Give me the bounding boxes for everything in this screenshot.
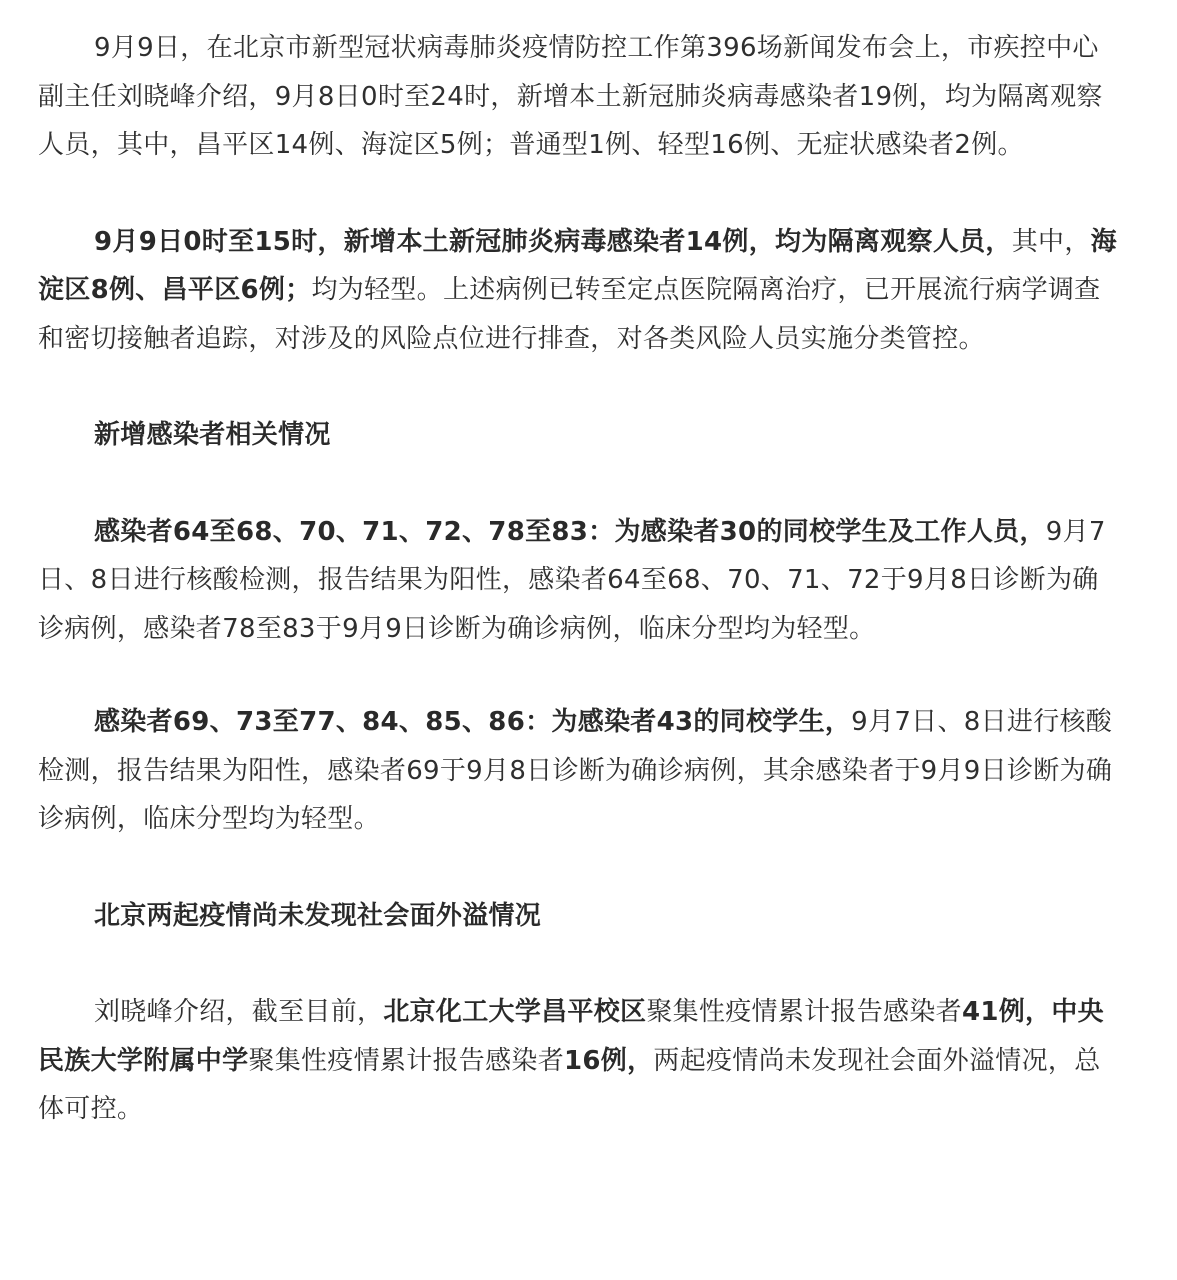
paragraph-text: 其中， [1011, 226, 1091, 257]
emphasis-text: 16例， [564, 1045, 654, 1076]
paragraph-press-conference [38, 24, 1118, 170]
paragraph-new-cases-today [38, 218, 1118, 364]
emphasis-text: 北京化工大学昌平校区 [383, 997, 647, 1027]
paragraph-text: 9月7日、8日进行核酸检测，报告结果为阳性，感染者64至68、70、71、72于9月8日诊断为确诊病例，感染者78至83于9月9日诊断为确诊病例，临床分型均为轻型。 [38, 516, 1106, 644]
paragraph-spacer [38, 844, 1118, 892]
paragraph-case-group-43 [38, 698, 1118, 844]
emphasis-text: 感染者64至68、70、71、72、78至83：为感染者30的同校学生及工作人员， [94, 516, 1046, 547]
paragraph-cluster-totals [38, 988, 1118, 1134]
paragraph-spacer [38, 940, 1118, 988]
section-heading-no-spillover: 北京两起疫情尚未发现社会面外溢情况 [94, 900, 542, 931]
article-body [38, 24, 1118, 1134]
paragraph-spacer [38, 460, 1118, 508]
paragraph-spacer [38, 653, 1118, 698]
paragraph-case-group-30 [38, 508, 1118, 654]
paragraph-text: 聚集性疫情累计报告感染者 [646, 997, 962, 1027]
emphasis-text: 海淀区8例、昌平区6例； [38, 226, 1117, 305]
emphasis-text: 41例，中央民族大学附属中学 [38, 997, 1104, 1076]
paragraph-spacer [38, 170, 1118, 218]
paragraph-text: 9月9日，在北京市新型冠状病毒肺炎疫情防控工作第396场新闻发布会上，市疾控中心副主任刘晓峰介绍，9月8日0时至24时，新增本土新冠肺炎病毒感染者19例，均为隔离观察人员，其中，昌平区14例、海淀区5例；普通型1例、轻型16例、无症状感染者2例。 [38, 33, 1103, 160]
section-heading-new-infections: 新增感染者相关情况 [94, 420, 331, 450]
paragraph-text: 刘晓峰介绍，截至目前， [94, 997, 384, 1027]
emphasis-text: 9月9日0时至15时，新增本土新冠肺炎病毒感染者14例，均为隔离观察人员， [94, 226, 1012, 257]
paragraph-text: 9月7日、8日进行核酸检测，报告结果为阳性，感染者69于9月8日诊断为确诊病例，其余感染者于9月9日诊断为确诊病例，临床分型均为轻型。 [38, 707, 1113, 834]
emphasis-text: 感染者69、73至77、84、85、86：为感染者43的同校学生， [94, 707, 852, 737]
paragraph-spacer [38, 363, 1118, 411]
paragraph-text: 均为轻型。上述病例已转至定点医院隔离治疗，已开展流行病学调查和密切接触者追踪，对涉及的风险点位进行排查，对各类风险人员实施分类管控。 [38, 275, 1101, 354]
paragraph-text: 两起疫情尚未发现社会面外溢情况，总体可控。 [38, 1045, 1101, 1124]
paragraph-text: 聚集性疫情累计报告感染者 [248, 1045, 565, 1076]
